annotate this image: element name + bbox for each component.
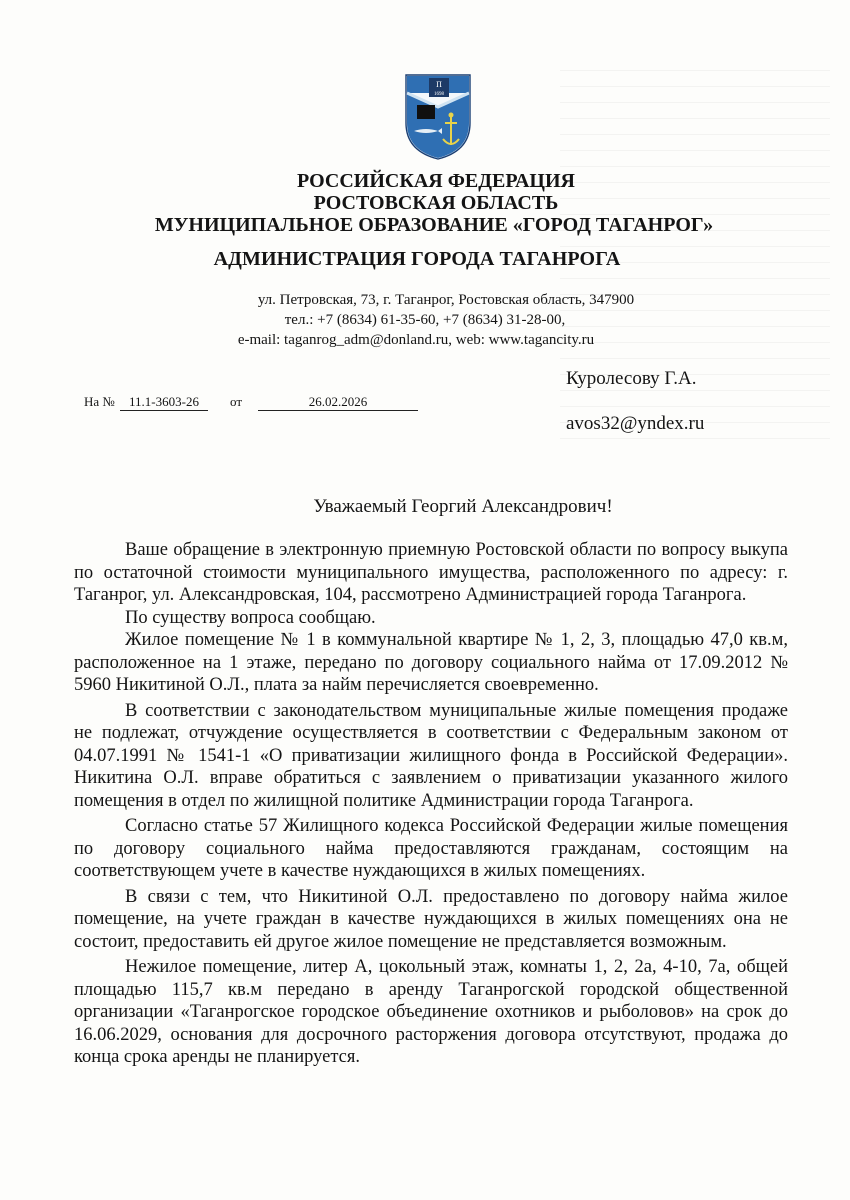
reference-number: 11.1-3603-26 bbox=[120, 394, 208, 411]
taganrog-coat-of-arms-icon bbox=[404, 73, 472, 161]
salutation: Уважаемый Георгий Александрович! bbox=[313, 496, 613, 517]
paragraph: По существу вопроса сообщаю. bbox=[125, 607, 376, 628]
paragraph: Нежилое помещение, литер А, цокольный этаж, комнаты 1, 2, 2а, 4-10, 7а, общей площадью 115,7 кв.м передано в аренду Таганрогской городской общественной организации «Таганрогское городское объединение охотников и рыболовов» на срок до 16.06.2029, основания для досрочного расторжения договора отсутствуют, продажа до конца срока аренды не планируется. bbox=[74, 957, 788, 1067]
email-web: e-mail: taganrog_adm@donland.ru, web: www.tagancity.ru bbox=[237, 332, 595, 348]
reference-date: 26.02.2026 bbox=[258, 394, 418, 411]
svg-text:1698: 1698 bbox=[434, 92, 444, 97]
reference-date-label: от bbox=[230, 394, 243, 409]
paragraph: В связи с тем, что Никитиной О.Л. предоставлено по договору найма жилое помещение, на учете граждан в качестве нуждающихся в жилых помещениях она не состоит, предоставить ей другое жилое помещение не представляется возможным. bbox=[74, 886, 788, 952]
federation-line: РОССИЙСКАЯ ФЕДЕРАЦИЯ bbox=[296, 170, 575, 192]
paragraph: Жилое помещение № 1 в коммунальной квартире № 1, 2, 3, площадью 47,0 кв.м, расположенное на 1 этаже, передано по договору социального найма от 17.09.2012 № 5960 Никитиной О.Л., плата за найм перечисляется своевременно. bbox=[74, 630, 788, 695]
state-header bbox=[0, 170, 850, 236]
postal-address: ул. Петровская, 73, г. Таганрог, Ростовская область, 347900 bbox=[257, 292, 635, 308]
letter-body bbox=[74, 539, 788, 1069]
recipient-email: avos32@yndex.ru bbox=[566, 413, 705, 434]
paragraph: Ваше обращение в электронную приемную Ростовской области по вопросу выкупа по остаточной стоимости муниципального имущества, расположенного по адресу: г. Таганрог, ул. Александровская, 104, рассмотрено Администрацией города Таганрога. bbox=[74, 540, 788, 605]
recipient-name: Куролесову Г.А. bbox=[566, 368, 697, 389]
phone-numbers: тел.: +7 (8634) 61-35-60, +7 (8634) 31-28-00, bbox=[284, 312, 566, 328]
paragraph: В соответствии с законодательством муниципальные жилые помещения продаже не подлежат, отчуждение осуществляется в соответствии с Федеральным законом от 04.07.1991 № 1541-1 «О приватизации жилищного фонда в Российской Федерации». Никитина О.Л. вправе обратиться с заявлением о приватизации указанного жилого помещения в отдел по жилищной политике Администрации города Таганрога. bbox=[74, 700, 788, 811]
reference-number-label: На № bbox=[84, 394, 115, 409]
region-line: РОСТОВСКАЯ ОБЛАСТЬ bbox=[313, 192, 559, 214]
svg-text:П: П bbox=[436, 80, 442, 89]
sender-address-block bbox=[0, 290, 850, 350]
administration-title: АДМИНИСТРАЦИЯ ГОРОДА ТАГАНРОГА bbox=[213, 248, 621, 270]
paragraph: Согласно статье 57 Жилищного кодекса Российской Федерации жилые помещения по договору социального найма предоставляются гражданам, состоящим на соответствующем учете в качестве нуждающихся в жилых помещениях. bbox=[74, 816, 788, 881]
municipality-line: МУНИЦИПАЛЬНОЕ ОБРАЗОВАНИЕ «ГОРОД ТАГАНРОГ» bbox=[154, 214, 714, 236]
